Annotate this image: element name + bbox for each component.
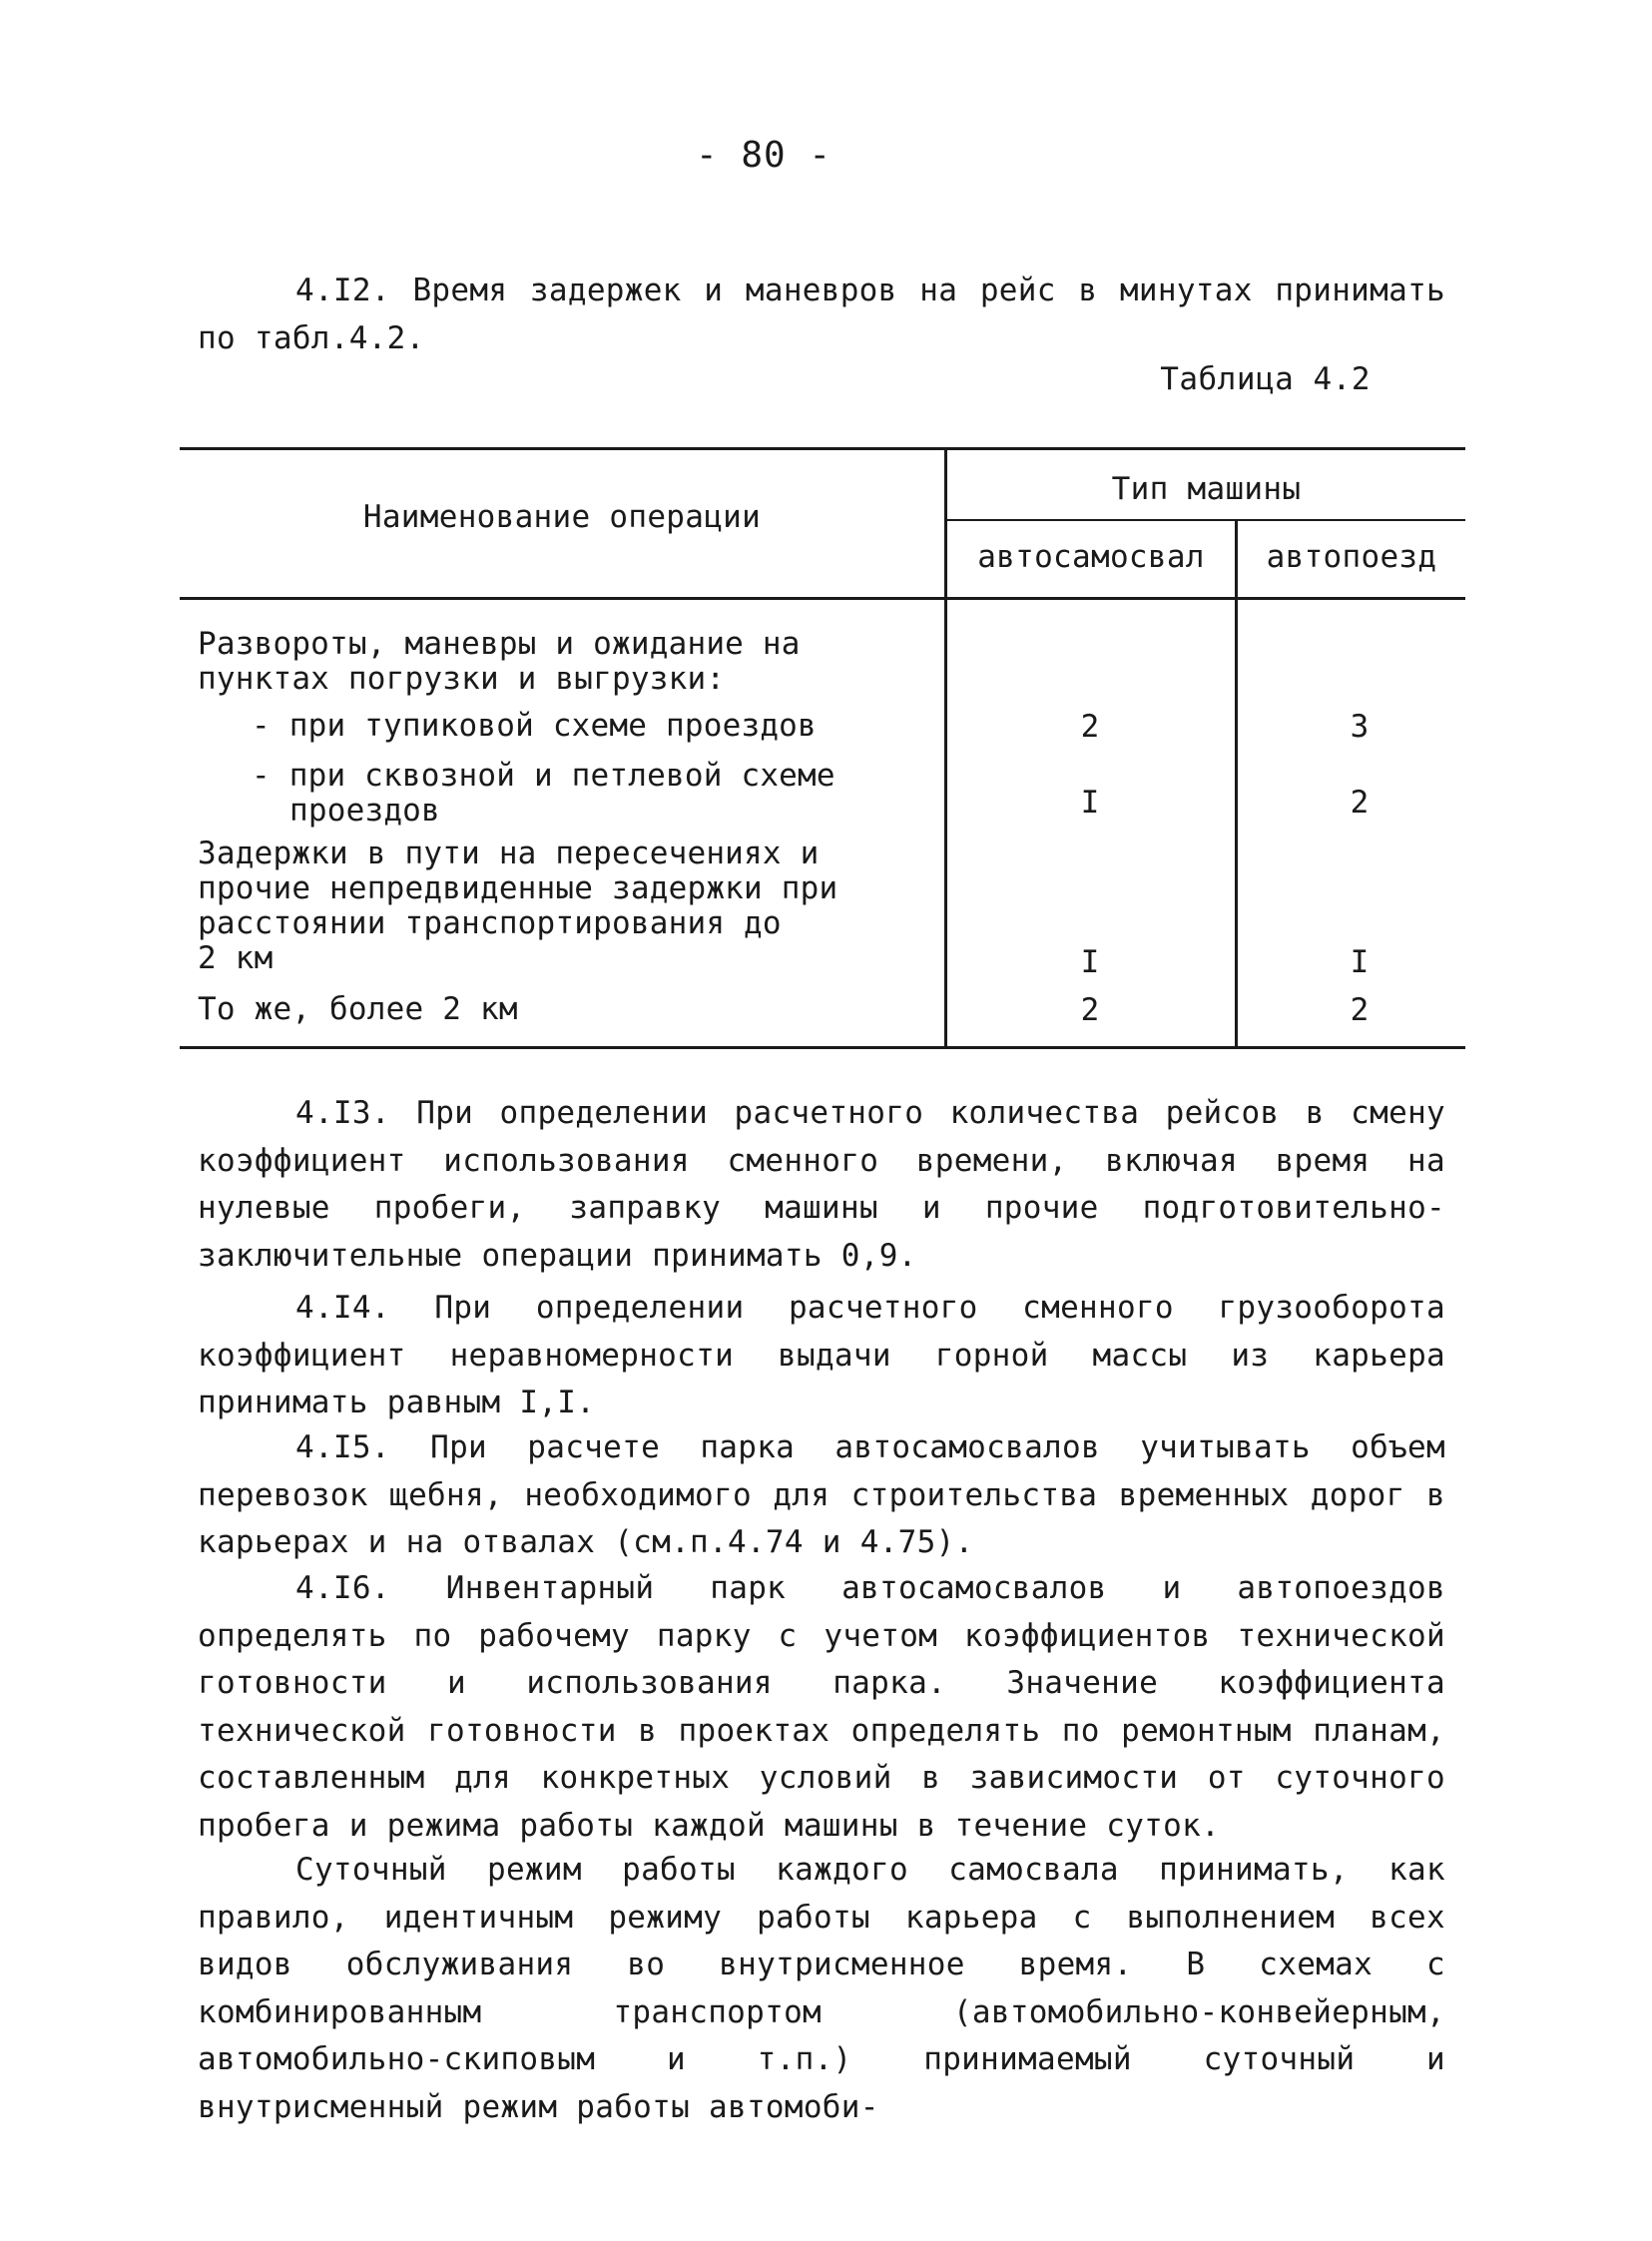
table-row-3-label: Задержки в пути на пересечениях и прочие непредвиденные задержки при расстоянии транспортирования до 2 км xyxy=(198,836,838,976)
table-row-4-label: То же, более 2 км xyxy=(198,991,518,1027)
table-row-4-dump-truck: 2 xyxy=(1080,992,1100,1028)
section-4-12-text: 4.I2. Время задержек и маневров на рейс в минутах принимать по табл.4.2. xyxy=(198,273,1445,356)
header-dump-truck: автосамосвал xyxy=(977,539,1205,575)
section-4-13: 4.I3. При определении расчетного количества рейсов в смену коэффициент использования сменного времени, включая время на нулевые пробеги, заправку машины и прочие подготовительно-заключительные операции принимать 0,9. xyxy=(198,1095,1445,1274)
table-row-1-label: - при тупиковой схеме проездов xyxy=(252,708,817,744)
table-bottom-rule xyxy=(180,1046,1465,1049)
table-row-2-dump-truck: I xyxy=(1080,785,1100,821)
table-row-3-dump-truck: I xyxy=(1080,944,1100,980)
header-split-rule xyxy=(944,519,1465,521)
paragraph-daily-mode: Суточный режим работы каждого самосвала принимать, как правило, идентичным режиму работы карьера с выполнением всех видов обслуживания во внутрисменное время. В схемах с комбинированным транспортом (автомобильно-конвейерным, автомобильно-скиповым и т.п.) принимаемый суточный и внутрисменный режим работы автомоби- xyxy=(198,1852,1445,2125)
header-bottom-rule xyxy=(180,597,1465,600)
header-machine-type: Тип машины xyxy=(1111,471,1302,507)
page-number: - 80 - xyxy=(695,135,832,176)
table-row-3-road-train: I xyxy=(1350,944,1370,980)
delay-table xyxy=(180,447,1465,1050)
table-top-rule xyxy=(180,447,1465,450)
section-4-15: 4.I5. При расчете парка автосамосвалов учитывать объем перевозок щебня, необходимого для строительства временных дорог в карьерах и на отвалах (см.п.4.74 и 4.75). xyxy=(198,1429,1445,1560)
table-row-4-road-train: 2 xyxy=(1350,992,1370,1028)
table-row-1-dump-truck: 2 xyxy=(1080,709,1100,745)
column-rule-1 xyxy=(944,447,947,1049)
header-road-train: автопоезд xyxy=(1266,539,1437,575)
section-4-16: 4.I6. Инвентарный парк автосамосвалов и автопоездов определять по рабочему парку с учетом коэффициентов технической готовности и использования парка. Значение коэффициента технической готовности в проектах определять по ремонтным планам, составленным для конкретных условий в зависимости от суточного пробега и режима работы каждой машины в течение суток. xyxy=(198,1570,1445,1844)
column-rule-2 xyxy=(1235,519,1238,1049)
header-operation: Наименование операции xyxy=(362,499,762,535)
section-4-14: 4.I4. При определении расчетного сменного грузооборота коэффициент неравномерности выдачи горной массы из карьера принимать равным I,I. xyxy=(198,1290,1445,1420)
table-row-0-label: Развороты, маневры и ожидание на пунктах погрузки и выгрузки: xyxy=(198,626,801,697)
table-row-2-label: - при сквозной и петлевой схеме проездов xyxy=(252,758,835,829)
table-caption: Таблица 4.2 xyxy=(1160,361,1371,397)
section-4-12 xyxy=(198,268,1445,367)
table-row-2-road-train: 2 xyxy=(1350,785,1370,821)
table-row-1-road-train: 3 xyxy=(1350,709,1370,745)
